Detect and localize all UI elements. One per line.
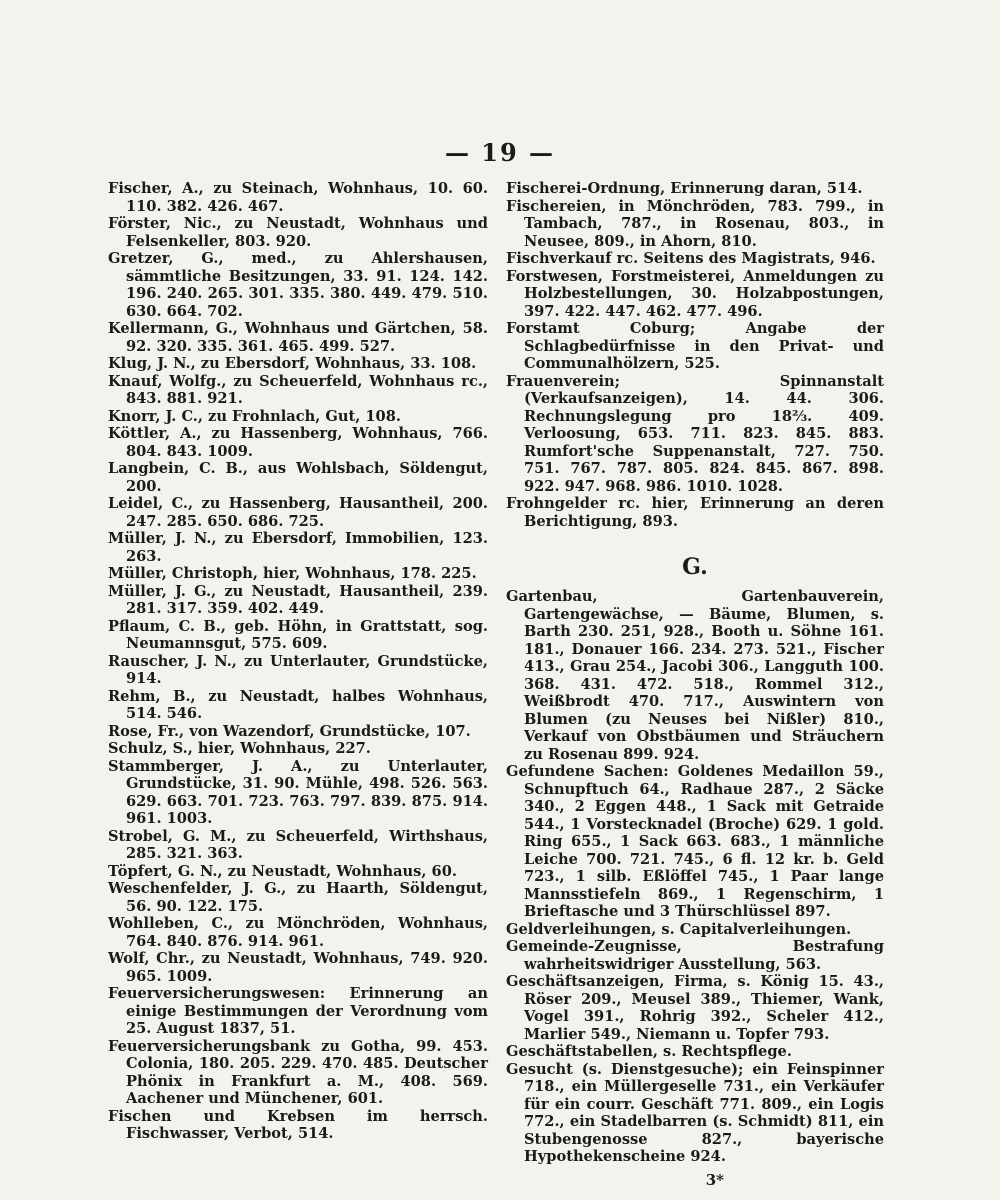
index-entry: Müller, J. N., zu Ebersdorf, Immobilien, 123. 263. bbox=[108, 530, 488, 565]
index-entry: Feuerversicherungswesen: Erinnerung an einige Bestimmungen der Verordnung vom 25. August 1837, 51. bbox=[108, 985, 488, 1037]
index-entry: Wolf, Chr., zu Neustadt, Wohnhaus, 749. 920. 965. 1009. bbox=[108, 950, 488, 985]
index-entry: Geschäftsanzeigen, Firma, s. König 15. 43., Röser 209., Meusel 389., Thiemer, Wank, Vogel 391., Rohrig 392., Scheler 412., Marlier 549., Niemann u. Topfer 793. bbox=[506, 973, 884, 1043]
index-entry: Stammberger, J. A., zu Unterlauter, Grundstücke, 31. 90. Mühle, 498. 526. 563. 629. 663. 701. 723. 763. 797. 839. 875. 914. 961. 1003. bbox=[108, 757, 488, 827]
index-entry: Förster, Nic., zu Neustadt, Wohnhaus und Felsenkeller, 803. 920. bbox=[108, 215, 488, 250]
index-entry: Klug, J. N., zu Ebersdorf, Wohnhaus, 33. 108. bbox=[108, 355, 477, 372]
index-entry: Frauenverein; Spinnanstalt (Verkaufsanzeigen), 14. 44. 306. Rechnungslegung pro 18⅔. 409. Verloosung, 653. 711. 823. 845. 883. Rumfort'sche Suppenanstalt, 727. 750. 751. 767. 787. 805. 824. 845. 867. 898. 922. 947. 968. 986. 1010. 1028. bbox=[506, 372, 884, 495]
index-entry: Frohngelder rc. hier, Erinnerung an deren Berichtigung, 893. bbox=[506, 495, 884, 530]
index-right-column bbox=[506, 180, 884, 1189]
index-entry: Müller, Christoph, hier, Wohnhaus, 178. 225. bbox=[108, 565, 477, 582]
index-entry: Forstwesen, Forstmeisterei, Anmeldungen zu Holzbestellungen, 30. Holzabpostungen, 397. 422. 447. 462. 477. 496. bbox=[506, 267, 884, 320]
index-entry: Leidel, C., zu Hassenberg, Hausantheil, 200. 247. 285. 650. 686. 725. bbox=[108, 495, 488, 530]
index-entry: Weschenfelder, J. G., zu Haarth, Söldengut, 56. 90. 122. 175. bbox=[108, 880, 488, 915]
index-left-column bbox=[108, 180, 488, 1143]
index-entry: Fischerei-Ordnung, Erinnerung daran, 514. bbox=[506, 180, 863, 197]
signature-mark: 3* bbox=[705, 1170, 724, 1189]
index-entry: Fischereien, in Mönchröden, 783. 799., in Tambach, 787., in Rosenau, 803., in Neusee, 809., in Ahorn, 810. bbox=[506, 197, 884, 250]
index-entry: Köttler, A., zu Hassenberg, Wohnhaus, 766. 804. 843. 1009. bbox=[108, 425, 488, 460]
page-number: — 19 — bbox=[444, 138, 556, 167]
index-entry: Fischverkauf rc. Seitens des Magistrats, 946. bbox=[506, 250, 876, 267]
index-entry: Rehm, B., zu Neustadt, halbes Wohnhaus, 514. 546. bbox=[108, 687, 488, 722]
index-entry: Forstamt Coburg; Angabe der Schlagbedürfnisse in den Privat- und Communalhölzern, 525. bbox=[506, 320, 884, 372]
index-entry: Gretzer, G., med., zu Ahlershausen, sämmtliche Besitzungen, 33. 91. 124. 142. 196. 240. 265. 301. 335. 380. 449. 479. 510. 630. 664. 702. bbox=[108, 250, 488, 320]
index-entry: Gesucht (s. Dienstgesuche); ein Feinspinner 718., ein Müllergeselle 731., ein Verkäufer für ein courr. Geschäft 771. 809., ein Logis 772., ein Stadelbarren (s. Schmidt) 811, ein Stubengenosse 827., bayerische Hypothekenscheine 924. bbox=[506, 1060, 884, 1165]
index-entry: Knorr, J. C., zu Frohnlach, Gut, 108. bbox=[108, 407, 401, 425]
index-entry: Gefundene Sachen: Goldenes Medaillon 59., Schnupftuch 64., Radhaue 287., 2 Säcke 340., 2 Eggen 448., 1 Sack mit Getraide 544., 1 Vorstecknadel (Broche) 629. 1 gold. Ring 655., 1 Sack 663. 683., 1 männliche Leiche 700. 721. 745., 6 fl. 12 kr. b. Geld 723., 1 silb. Eßlöffel 745., 1 Paar lange Mannsstiefeln 869., 1 Regenschirm, 1 Brieftasche und 3 Thürschlüssel 897. bbox=[506, 763, 884, 920]
index-entry: Feuerversicherungsbank zu Gotha, 99. 453. Colonia, 180. 205. 229. 470. 485. Deutscher Phönix in Frankfurt a. M., 408. 569. Aachener und Münchener, 601. bbox=[108, 1037, 488, 1107]
index-entry: Langbein, C. B., aus Wohlsbach, Söldengut, 200. bbox=[108, 460, 488, 495]
index-entry: Strobel, G. M., zu Scheuerfeld, Wirthshaus, 285. 321. 363. bbox=[108, 827, 488, 862]
index-entry: Pflaum, C. B., geb. Höhn, in Grattstatt, sog. Neumannsgut, 575. 609. bbox=[108, 617, 488, 652]
section-letter-heading: G. bbox=[682, 554, 708, 580]
index-entry: Geldverleihungen, s. Capitalverleihungen. bbox=[506, 920, 852, 938]
index-entry: Geschäftstabellen, s. Rechtspflege. bbox=[506, 1043, 792, 1060]
index-entry: Gemeinde-Zeugnisse, Bestrafung wahrheitswidriger Ausstellung, 563. bbox=[506, 938, 884, 973]
index-entry: Knauf, Wolfg., zu Scheuerfeld, Wohnhaus rc., 843. 881. 921. bbox=[108, 372, 488, 407]
index-entry: Rose, Fr., von Wazendorf, Grundstücke, 107. bbox=[108, 722, 471, 740]
index-entry: Rauscher, J. N., zu Unterlauter, Grundstücke, 914. bbox=[108, 652, 488, 687]
index-entry: Fischer, A., zu Steinach, Wohnhaus, 10. 60. 110. 382. 426. 467. bbox=[108, 180, 488, 215]
index-entry: Schulz, S., hier, Wohnhaus, 227. bbox=[108, 740, 371, 757]
index-entry: Kellermann, G., Wohnhaus und Gärtchen, 58. 92. 320. 335. 361. 465. 499. 527. bbox=[108, 320, 488, 355]
index-entry: Fischen und Krebsen im herrsch. Fischwasser, Verbot, 514. bbox=[108, 1107, 488, 1142]
index-entry: Wohlleben, C., zu Mönchröden, Wohnhaus, 764. 840. 876. 914. 961. bbox=[108, 915, 488, 950]
index-entry: Gartenbau, Gartenbauverein, Gartengewächse, — Bäume, Blumen, s. Barth 230. 251, 928., Booth u. Söhne 161. 181., Donauer 166. 234. 273. 521., Fischer 413., Grau 254., Jacobi 306., Langguth 100. 368. 431. 472. 518., Rommel 312., Weißbrodt 470. 717., Auswintern von Blumen (zu Neuses bei Nißler) 810., Verkauf von Obstbäumen und Sträuchern zu Rosenau 899. 924. bbox=[506, 588, 884, 763]
index-entry: Müller, J. G., zu Neustadt, Hausantheil, 239. 281. 317. 359. 402. 449. bbox=[108, 582, 488, 617]
index-entry: Töpfert, G. N., zu Neustadt, Wohnhaus, 60. bbox=[108, 862, 457, 880]
